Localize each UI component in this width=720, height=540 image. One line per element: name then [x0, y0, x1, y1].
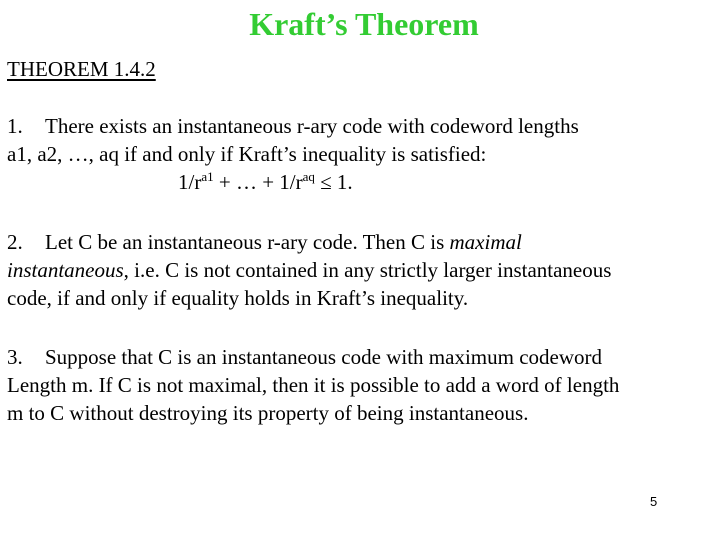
- slide-title: Kraft’s Theorem: [249, 6, 479, 42]
- item-2-line-2: [7, 256, 719, 284]
- item-3-line-2: Length m. If C is not maximal, then it is possible to add a word of length: [7, 373, 620, 397]
- item-number: 1.: [7, 114, 23, 138]
- formula-term-1-base: 1/r: [178, 170, 202, 194]
- formula-ellipsis: + … +: [213, 170, 280, 194]
- item-2-line-3: code, if and only if equality holds in Kraft’s inequality.: [7, 286, 469, 310]
- theorem-item-2: [7, 228, 719, 312]
- item-1-line-2: a1, a2, …, aq if and only if Kraft’s inequality is satisfied:: [7, 142, 487, 166]
- theorem-item-1: [7, 112, 719, 196]
- item-number: 3.: [7, 345, 23, 369]
- kraft-inequality-formula: [7, 168, 719, 196]
- item-3-line-1: [7, 343, 719, 371]
- theorem-label: THEOREM 1.4.2: [7, 57, 156, 81]
- formula-relation: ≤ 1.: [314, 170, 353, 194]
- item-text: Let C be an instantaneous r-ary code. Then C is: [45, 230, 450, 254]
- item-emphasis: maximal: [449, 230, 522, 254]
- item-text: Suppose that C is an instantaneous code with maximum codeword: [45, 345, 602, 369]
- item-2-line-1: [7, 228, 719, 256]
- item-text: , i.e. C is not contained in any strictly larger instantaneous: [123, 258, 612, 282]
- item-text: There exists an instantaneous r-ary code with codeword lengths: [45, 114, 579, 138]
- item-emphasis: instantaneous: [7, 258, 124, 282]
- item-3-line-3: m to C without destroying its property of being instantaneous.: [7, 401, 529, 425]
- item-number: 2.: [7, 230, 23, 254]
- item-1-line-1: [7, 112, 719, 140]
- formula-term-2-exponent: aq: [302, 168, 315, 184]
- theorem-item-3: [7, 343, 719, 427]
- page-number: 5: [650, 494, 658, 509]
- formula-term-2-base: 1/r: [279, 170, 303, 194]
- formula-term-1-exponent: a1: [201, 168, 214, 184]
